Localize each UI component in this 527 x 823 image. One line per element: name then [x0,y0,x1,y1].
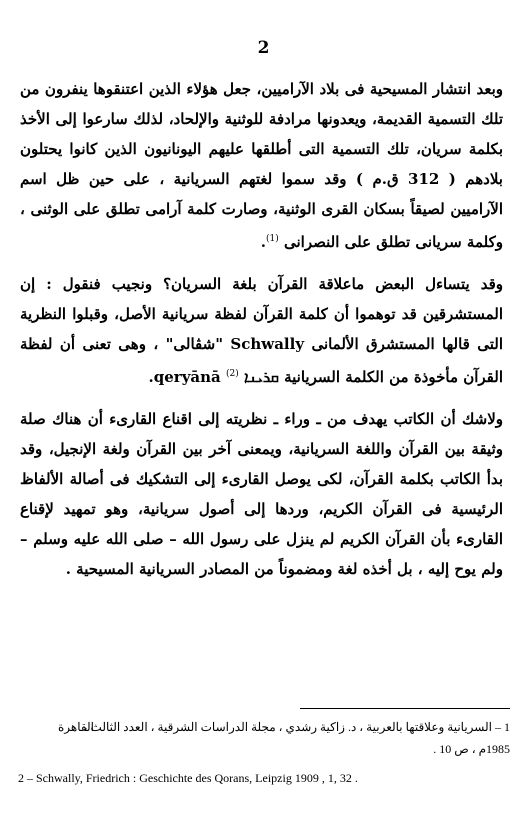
footnote-2: 2 – Schwally, Friedrich : Geschichte des Qorans, Leipzig 1909 , 1, 32 . [18,771,358,785]
footnote-1-city: القاهرة [58,720,94,734]
footnotes [18,716,510,788]
paragraph-2-text: وقد يتساءل البعض ماعلاقة القرآن بلغة السريان؟ ونجيب فنقول : إن المستشرقين قد توهموا أن كلمة القرآن لفظة سريانية الأصل، وقبلوا النظرية التى قالها المستشرق الألمانى Schwally "شڤالى" ، وهى تعنى أن لفظة القرآن مأخوذة من الكلمة السريانية ܩܪܝܢܐ qeryānā [20,275,504,386]
paragraph-2 [20,269,503,392]
footnote-ref-2[interactable]: (2) [226,369,239,379]
footnote-1-line-2: 1985م ، ص 10 . [433,742,510,756]
footnote-1 [18,716,510,760]
paragraph-1 [20,74,503,257]
main-text [20,74,503,596]
paragraph-1-text: وبعد انتشار المسيحية فى بلاد الآراميين، جعل هؤلاء الذين اعتنقوها ينفرون من تلك التسمية القديمة، ويعدونها مرادفة للوثنية والإلحاد، لذلك سارعوا إلى الأخذ بكلمة سريان، تلك التسمية التى أطلقها عليهم اليونانيون الذين كانوا يحتلون بلادهم ( 312 ق.م ) وقد سموا لغتهم السريانية ، على حين ظل اسم الآراميين لصيقاً بسكان القرى الوثنية، وصارت كلمة آرامى تطلق على الوثنى ، وكلمة سريانى تطلق على النصرانى [20,80,503,251]
footnote-divider [300,708,510,709]
paragraph-3-text: ولاشك أن الكاتب يهدف من ـ وراء ـ نظريته إلى اقناع القارىء أن هناك صلة وثيقة بين القرآن واللغة السريانية، ويمعنى آخر بين القرآن ولغة الإنجيل، وقد بدأ الكاتب بكلمة القرآن، لكى يوصل القارىء إلى التشكيك فى أصالة الألفاظ الرئيسية فى القرآن الكريم، وردها إلى أصول سريانية، وهو تمهيد لإقناع القارىء بأن القرآن الكريم لم ينزل على رسول الله – صلى الله عليه وسلم – ولم يوح إليه ، بل أخذه لغة ومضموناً من المصادر السريانية المسيحية . [20,410,503,578]
page-number: 2 [257,38,270,58]
paragraph-1-end: . [260,233,266,251]
footnote-1-line-1: 1 – السريانية وعلاقتها بالعربية ، د. زاكية رشدي ، مجلة الدراسات الشرقية ، العدد الثالث ، [83,720,510,734]
paragraph-3 [20,404,503,584]
footnote-ref-1[interactable]: (1) [266,234,279,244]
paragraph-2-end: . [148,368,154,386]
